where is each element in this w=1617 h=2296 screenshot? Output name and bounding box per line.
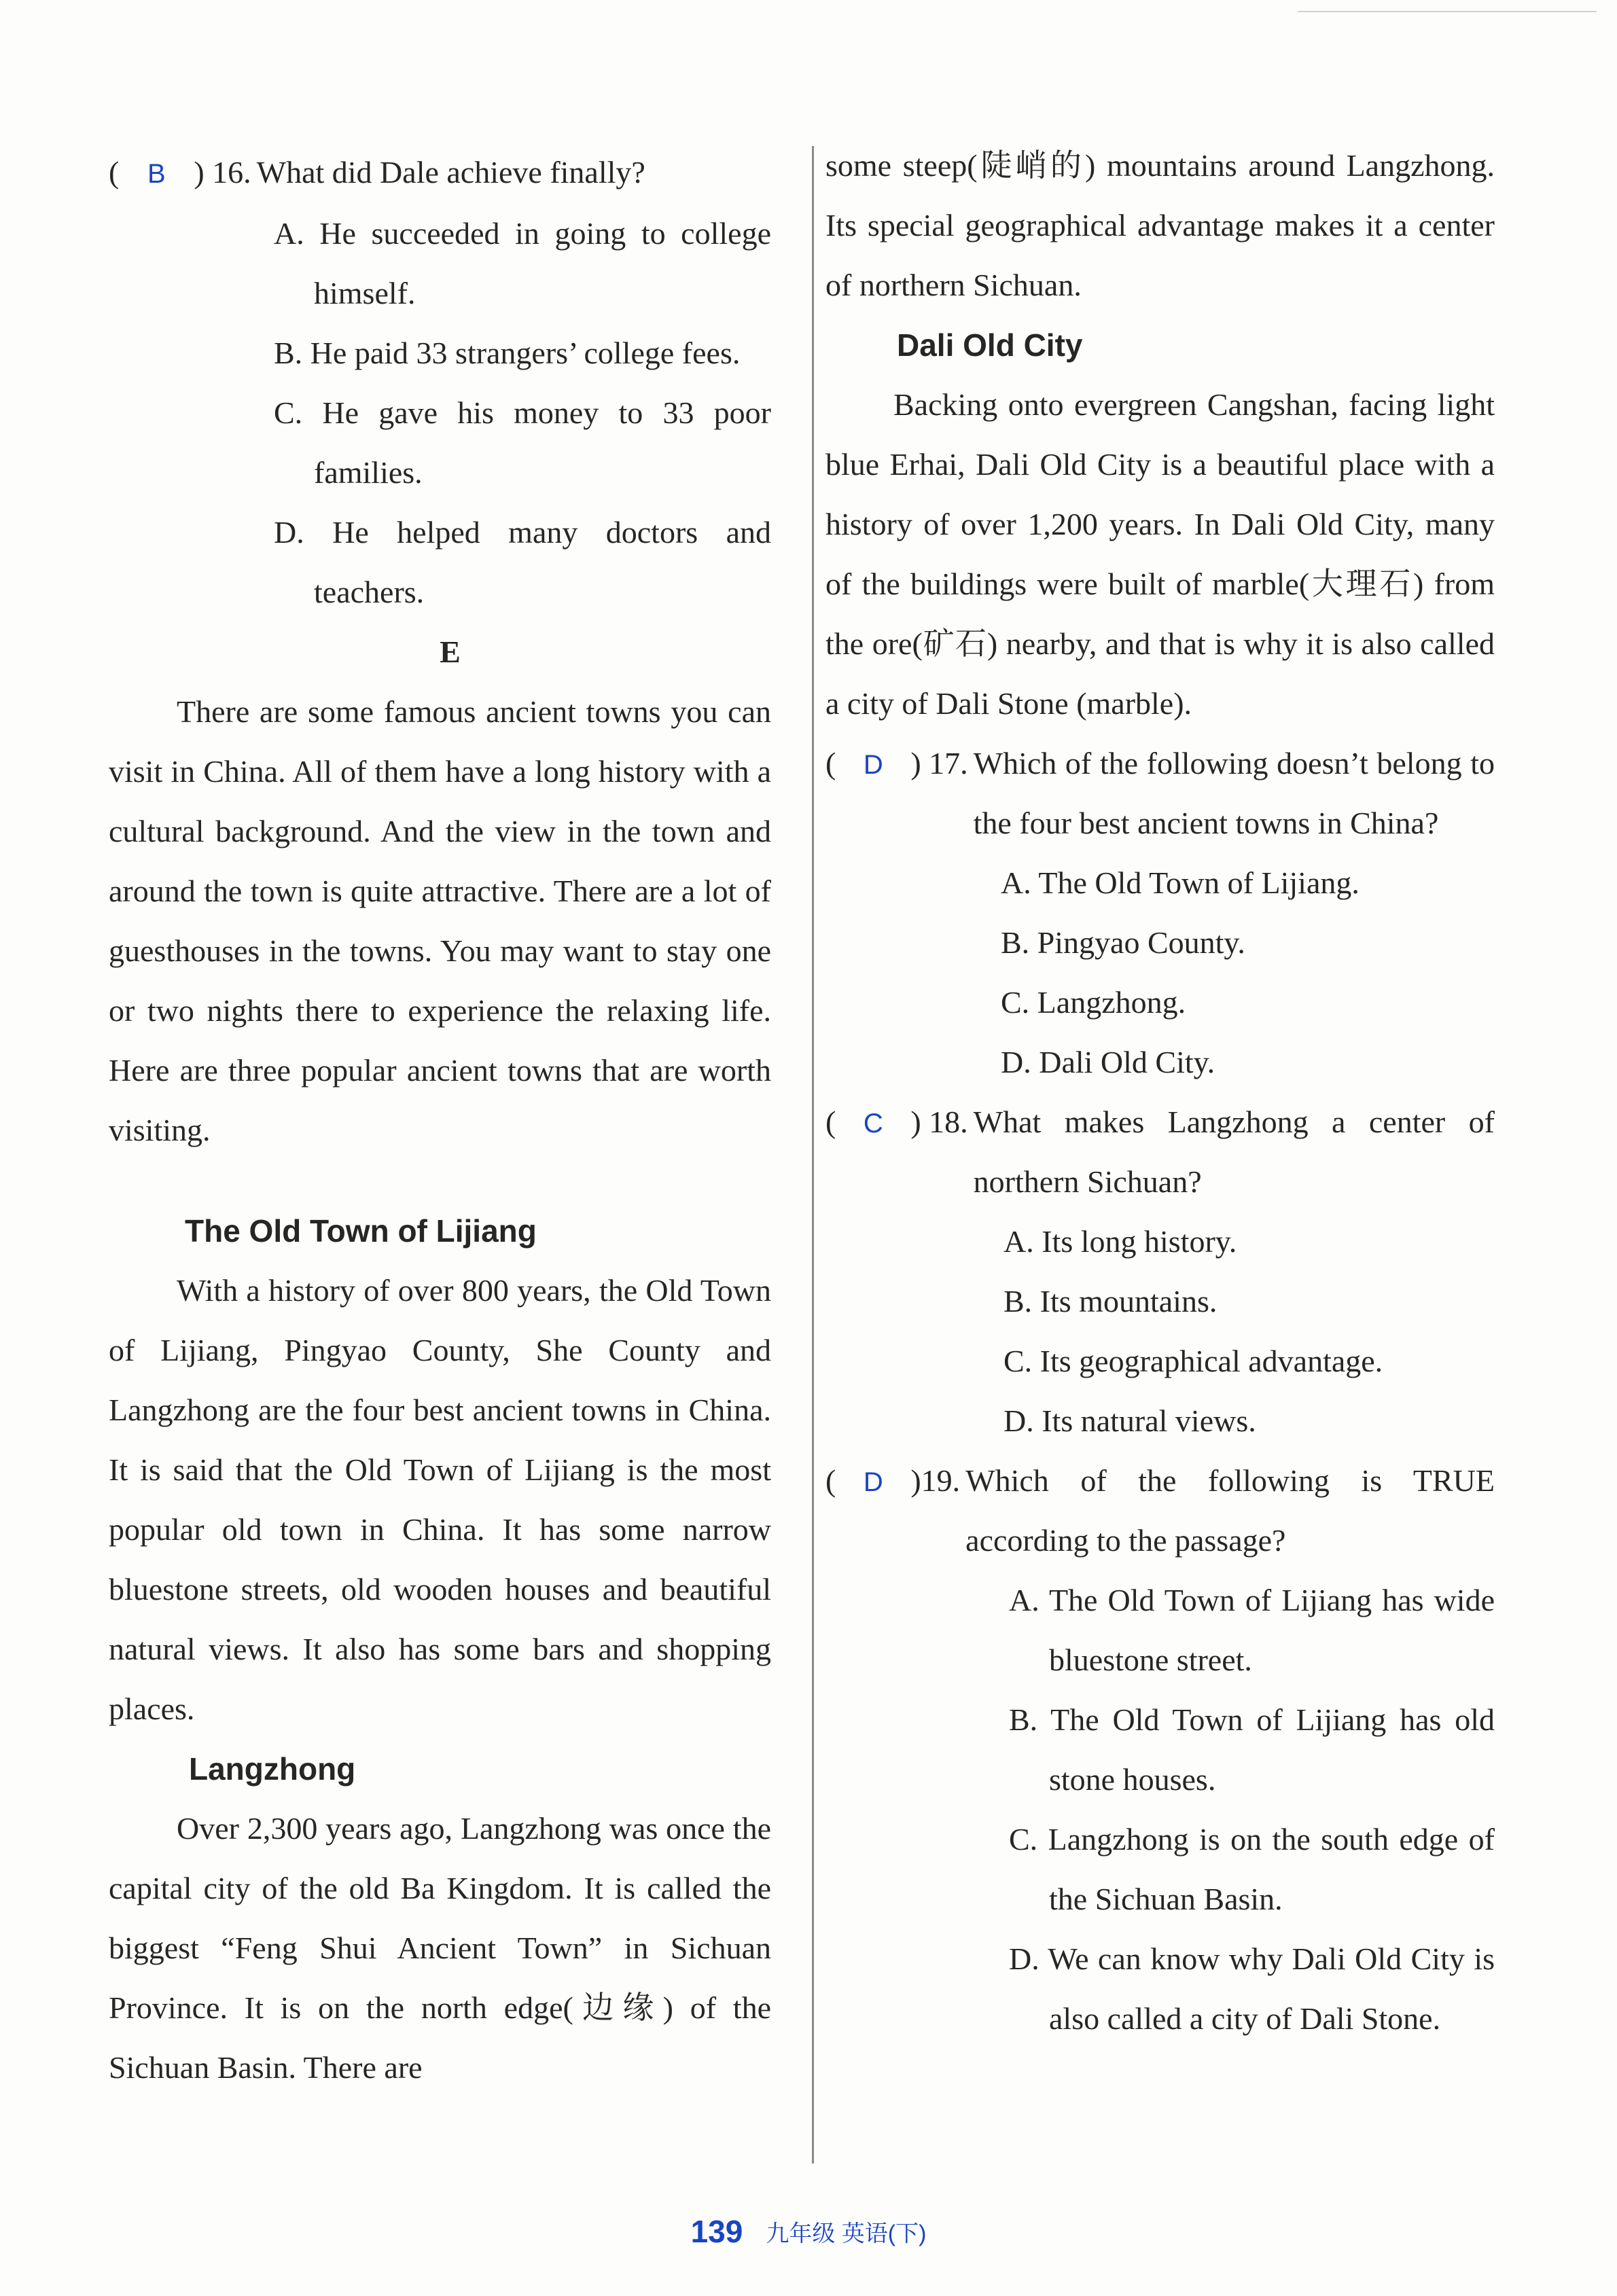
option-18d: D. Its natural views.	[1003, 1403, 1256, 1438]
answer-17: D	[863, 750, 883, 780]
lijiang-heading: The Old Town of Lijiang	[185, 1213, 537, 1249]
question-18-text: What makes Langzhong a center of northern Sichuan?	[973, 1105, 1495, 1199]
option-17a: A. The Old Town of Lijiang.	[1001, 865, 1360, 900]
footer-book-title: 九年级 英语(下)	[766, 2221, 927, 2247]
answer-16: B	[147, 159, 166, 189]
question-17-text: Which of the following doesn’t belong to the four best ancient towns in China?	[973, 746, 1495, 840]
option-18b: B. Its mountains.	[1003, 1284, 1218, 1319]
intro-paragraph: There are some famous ancient towns you can visit in China. All of them have a long history with a cultural background. And the view in the town and around the town is quite attractive. There are a lot of guesthouses in the towns. You may want to stay one or two nights there to experience the relaxing life. Here are three popular ancient towns that are worth visiting.	[109, 694, 771, 1147]
answer-18: C	[863, 1109, 883, 1138]
top-rule	[1298, 11, 1597, 12]
question-16-text: What did Dale achieve finally?	[256, 155, 645, 190]
question-16: ( B ) 16. What did Dale achieve finally?	[109, 143, 771, 204]
langzhong-paragraph-continued: some steep(陡峭的) mountains around Langzhong. Its special geographical advantage makes it a center of northern Sichuan.	[825, 148, 1495, 302]
dali-heading: Dali Old City	[897, 327, 1083, 363]
langzhong-paragraph: Over 2,300 years ago, Langzhong was once the capital city of the old Ba Kingdom. It is called the biggest “Feng Shui Ancient Town” in Sichuan Province. It is on the north edge(边缘) of the Sichuan Basin. There are	[109, 1811, 771, 2085]
page-number: 139	[690, 2214, 743, 2249]
option-16d: D. He helped many doctors and teachers.	[274, 515, 771, 609]
question-19-text: Which of the following is TRUE according to the passage?	[965, 1463, 1495, 1558]
section-heading-e: E	[440, 634, 461, 669]
question-19: ( D )19. Which of the following is TRUE according to the passage?	[825, 1451, 1495, 1571]
option-18c: C. Its geographical advantage.	[1003, 1344, 1383, 1378]
option-19a: A. The Old Town of Lijiang has wide bluestone street.	[1009, 1583, 1495, 1677]
langzhong-heading: Langzhong	[189, 1751, 356, 1787]
dali-paragraph: Backing onto evergreen Cangshan, facing light blue Erhai, Dali Old City is a beautiful place with a history of over 1,200 years. In Dali Old City, many of the buildings were built of marble(大理石) from the ore(矿石) nearby, and that is why it is also called a city of Dali Stone (marble).	[825, 387, 1495, 721]
right-column	[825, 136, 1495, 2049]
option-17c: C. Langzhong.	[1001, 985, 1186, 1020]
question-18: ( C ) 18. What makes Langzhong a center of northern Sichuan?	[825, 1092, 1495, 1212]
answer-19: D	[863, 1467, 883, 1497]
lijiang-paragraph: With a history of over 800 years, the Old Town of Lijiang, Pingyao County, She County and Langzhong are the four best ancient towns in China. It is said that the Old Town of Lijiang is the most popular old town in China. It has some narrow bluestone streets, old wooden houses and beautiful natural views. It also has some bars and shopping places.	[109, 1273, 771, 1726]
option-16c: C. He gave his money to 33 poor families.	[274, 395, 771, 490]
option-19d: D. We can know why Dali Old City is also called a city of Dali Stone.	[1009, 1941, 1495, 2036]
option-16b: B. He paid 33 strangers’ college fees.	[274, 336, 741, 370]
option-17d: D. Dali Old City.	[1001, 1045, 1215, 1079]
question-17: ( D ) 17. Which of the following doesn’t belong to the four best ancient towns in China?	[825, 734, 1495, 853]
option-17b: B. Pingyao County.	[1001, 925, 1245, 960]
left-column	[109, 143, 771, 2098]
option-16a: A. He succeeded in going to college himself.	[274, 216, 771, 310]
option-18a: A. Its long history.	[1003, 1224, 1237, 1259]
option-19b: B. The Old Town of Lijiang has old stone houses.	[1009, 1702, 1495, 1797]
column-divider	[812, 146, 814, 2164]
option-19c: C. Langzhong is on the south edge of the Sichuan Basin.	[1009, 1822, 1495, 1916]
page-footer	[0, 2213, 1617, 2250]
